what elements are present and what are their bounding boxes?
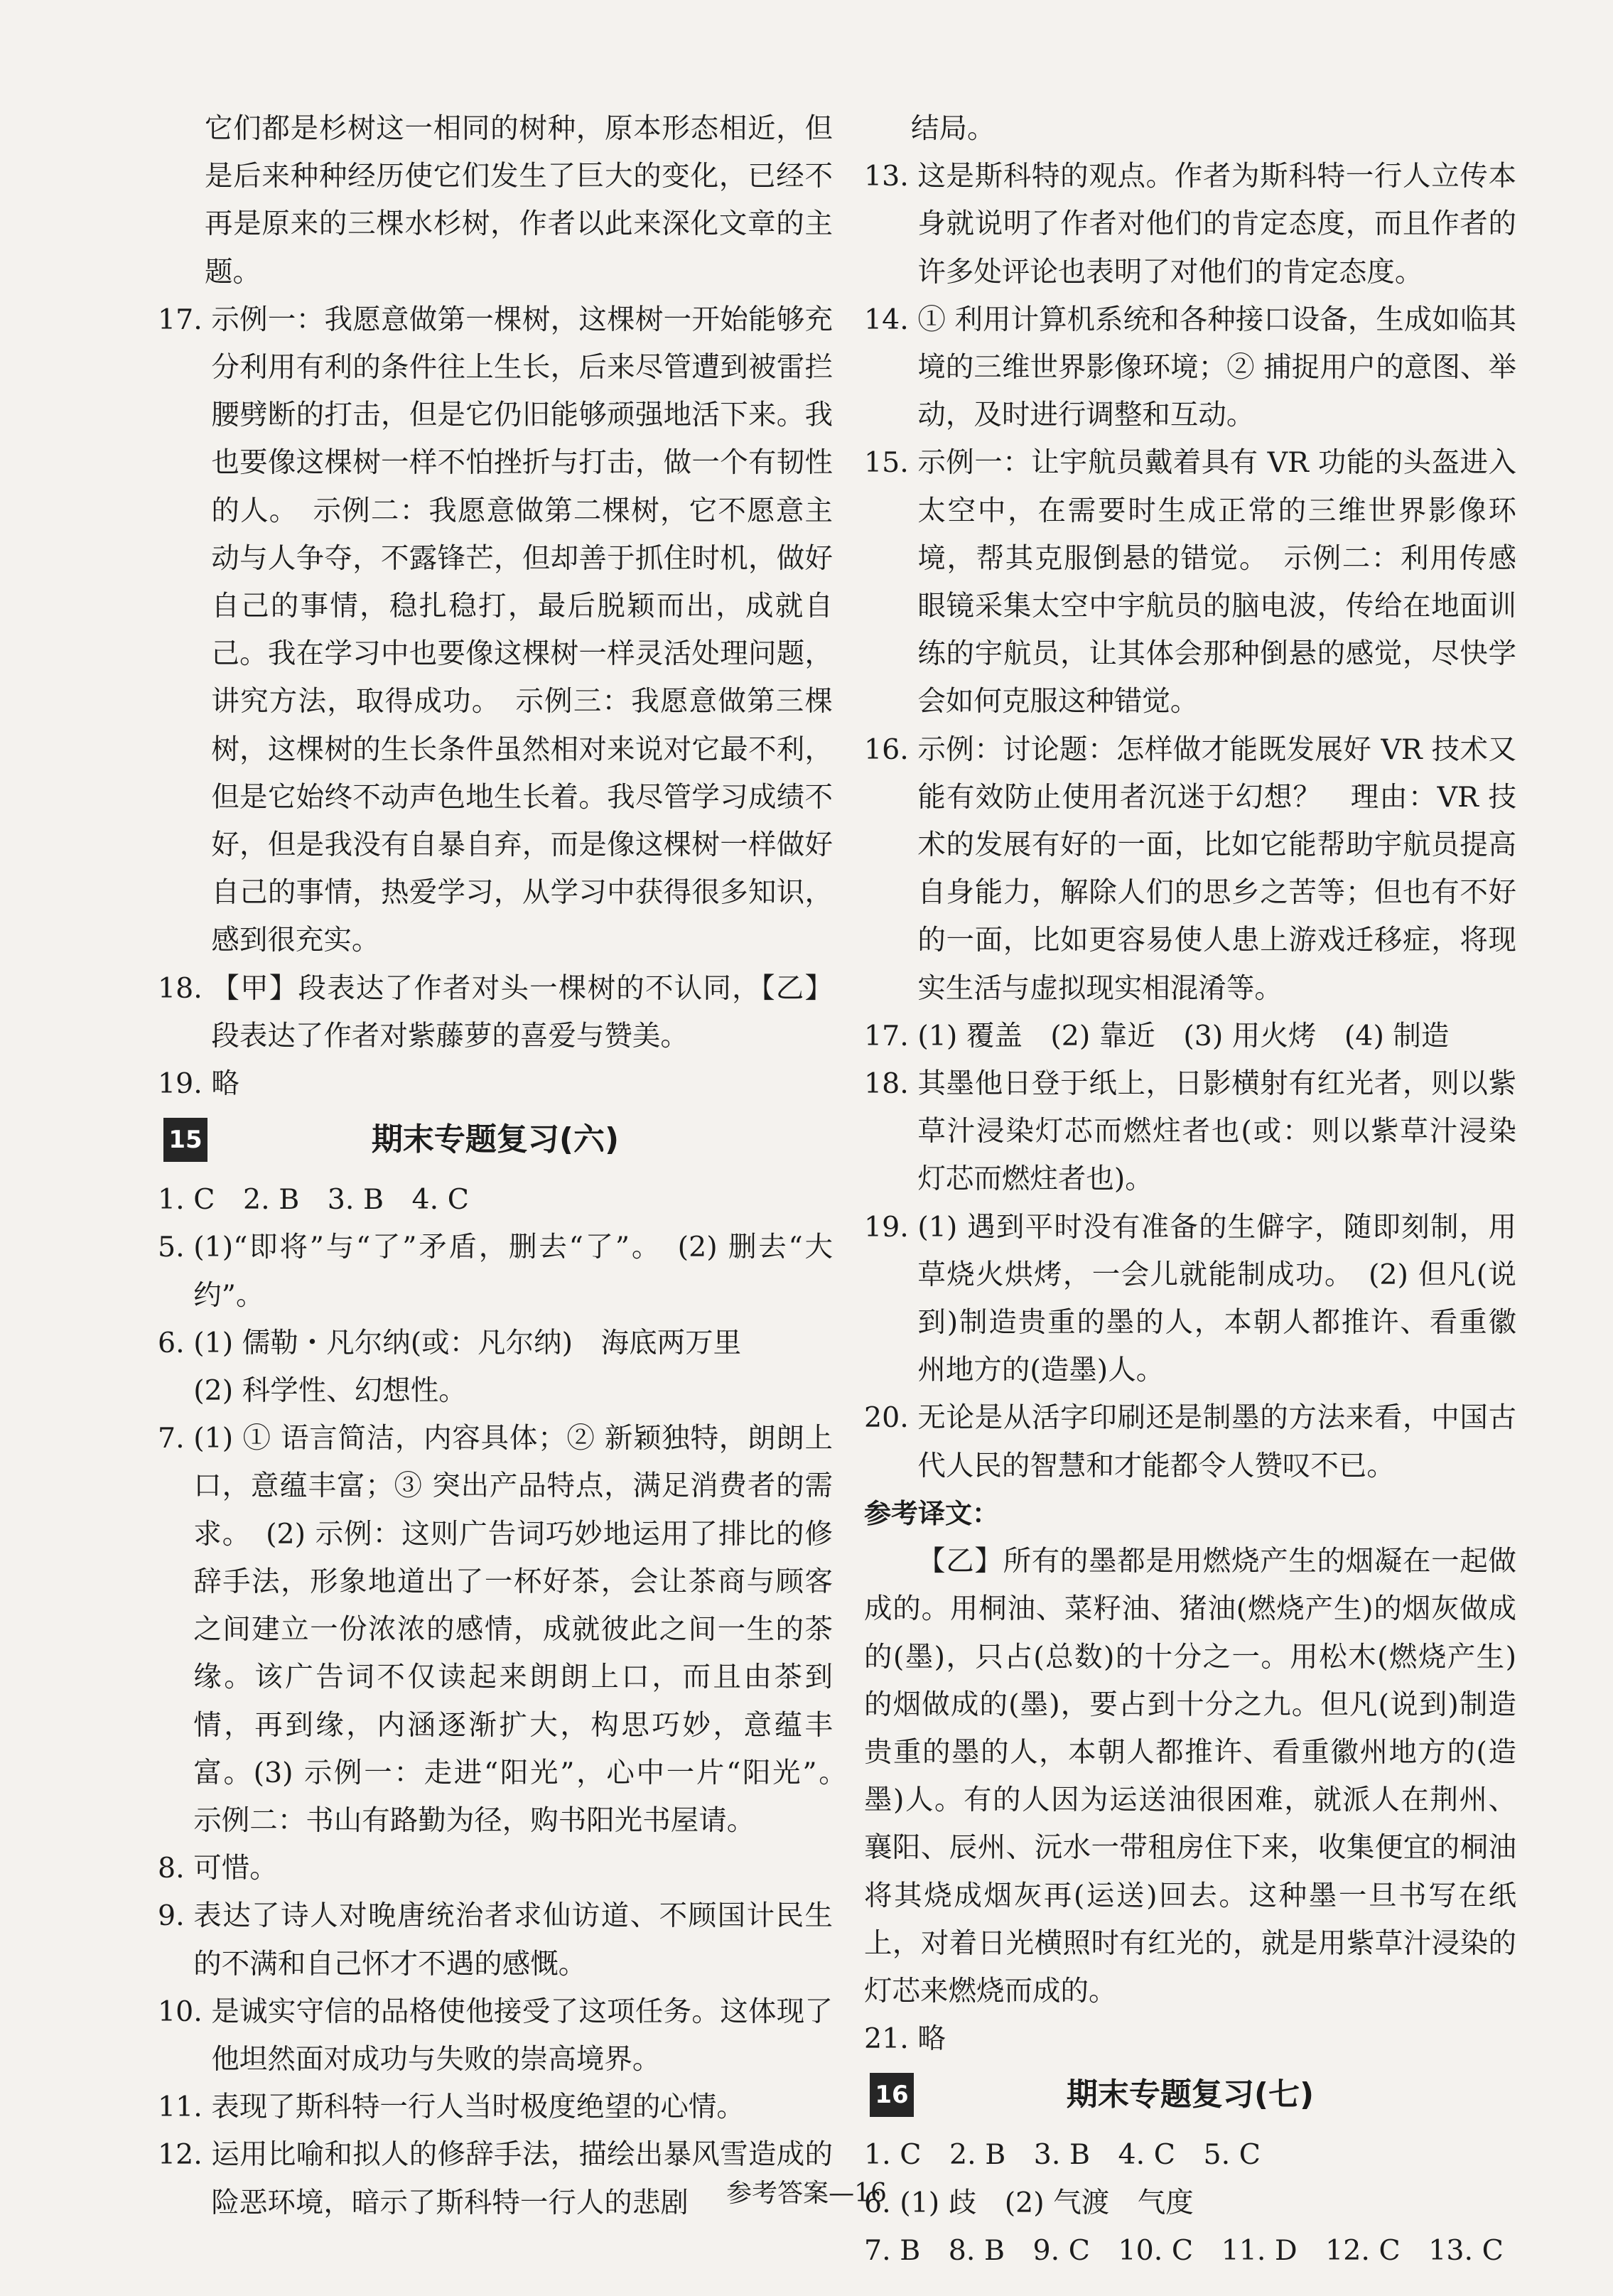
answer-text: 表现了斯科特一行人当时极度绝望的心情。: [211, 2091, 745, 2124]
answer-line-7-13: 7. B 8. B 9. C 10. C 11. D 12. C 13. C: [864, 2233, 1504, 2267]
answer-item-8: [158, 1845, 833, 1892]
item-number: 5.: [158, 1231, 194, 1264]
answer-item-13: [864, 153, 1516, 296]
answer-text: 示例一：我愿意做第一棵树，这棵树一开始能够充分利用有利的条件往上生长，后来尽管遭到被雷拦腰劈断的打击，但是它仍旧能够顽强地活下来。我也要像这棵树一样不怕挫折与打击，做一个有韧性的人。 示例二：我愿意做第二棵树，它不愿意主动与人争夺，不露锋芒，但却善于抓住时机，做好自己的事情，稳扎稳打，最后脱颖而出，成就自己。我在学习中也要像这棵树一样灵活处理问题，讲究方法，取得成功。 示例三：我愿意做第三棵树，这棵树的生长条件虽然相对来说对它最不利，但是它始终不动声色地生长着。我尽管学习成绩不好，但是我没有自暴自弃，而是像这棵树一样做好自己的事情，热爱学习，从学习中获得很多知识，感到很充实。: [211, 303, 833, 957]
answer-text: 示例：讨论题：怎样做才能既发展好 VR 技术又能有效防止使用者沉迷于幻想？ 理由：VR 技术的发展有好的一面，比如它能帮助宇航员提高自身能力，解除人们的思乡之苦等；但也有不好的一面，比如更容易使人患上游戏迁移症，将现实生活与虚拟现实相混淆等。: [917, 733, 1516, 1005]
answer-item-11: [158, 2084, 833, 2131]
right-column: [864, 105, 1516, 2275]
answer-item-7: [158, 1415, 861, 1845]
item-number: 16.: [864, 733, 918, 766]
section-title: 期末专题复习(七): [1066, 2076, 1315, 2113]
left-column: [158, 105, 861, 2227]
item-number: 20.: [864, 1401, 918, 1435]
item-number: 17.: [864, 1019, 918, 1052]
answer-item-9: [158, 1892, 833, 1988]
item-number: 18.: [158, 971, 212, 1005]
item-number: 12.: [158, 2138, 212, 2172]
item-number: 11.: [158, 2091, 212, 2124]
reference-translation-text: 【乙】所有的墨都是用燃烧产生的烟凝在一起做成的。用桐油、菜籽油、猪油(燃烧产生)的烟灰做成的(墨)，只占(总数)的十分之一。用松木(燃烧产生)的烟做成的(墨)，要占到十分之九。但凡(说到)制造贵重的墨的人，本朝人都推许、看重徽州地方的(造墨)人。有的人因为运送油很困难，就派人在荆州、襄阳、辰州、沅水一带租房住下来，收集便宜的桐油将其烧成烟灰再(运送)回去。这种墨一旦书写在纸上，对着日光横照时有红光的，就是用紫草汁浸染的灯芯来燃烧而成的。: [864, 1545, 1516, 2007]
answer-text: (1) 儒勒・凡尔纳(或：凡尔纳) 海底两万里: [193, 1326, 742, 1359]
answer-text: 表达了诗人对晚唐统治者求仙访道、不顾国计民生的不满和自己怀才不遇的感慨。: [193, 1899, 833, 1980]
item-number: 7.: [158, 1422, 194, 1455]
item-number: 14.: [864, 303, 918, 336]
answer-text: ① 利用计算机系统和各种接口设备，生成如临其境的三维世界影像环境；② 捕捉用户的意图、举动，及时进行调整和互动。: [917, 303, 1516, 432]
answer-text: 这是斯科特的观点。作者为斯科特一行人立传本身就说明了作者对他们的肯定态度，而且作者的许多处评论也表明了对他们的肯定态度。: [917, 160, 1516, 289]
answer-continuation: 结局。: [911, 112, 996, 145]
answer-text: (1) 覆盖 (2) 靠近 (3) 用火烤 (4) 制造: [917, 1019, 1450, 1052]
item-number: 21.: [864, 2022, 918, 2056]
section-title: 期末专题复习(六): [371, 1121, 620, 1158]
answer-text: (2) 科学性、幻想性。: [193, 1374, 467, 1408]
answer-item-17: [158, 296, 833, 965]
answer-text: 略: [917, 2022, 946, 2056]
answer-text: (1) 遇到平时没有准备的生僻字，随即刻制，用草烧火烘烤，一会儿就能制成功。 (2) 但凡(说到)制造贵重的墨的人，本朝人都推许、看重徽州地方的(造墨)人。: [917, 1210, 1516, 1387]
answer-text: 【甲】段表达了作者对头一棵树的不认同，【乙】段表达了作者对紫藤萝的喜爱与赞美。: [211, 971, 833, 1052]
answer-item-10: [158, 1988, 833, 2084]
section-header-16: [864, 2067, 1516, 2124]
answer-text: 无论是从活字印刷还是制墨的方法来看，中国古代人民的智慧和才能都令人赞叹不已。: [917, 1401, 1516, 1482]
item-number: 13.: [864, 160, 918, 193]
item-number: 9.: [158, 1899, 194, 1933]
item-number: 19.: [158, 1067, 212, 1101]
answer-text: (1) ① 语言简洁，内容具体；② 新颖独特，朗朗上口，意蕴丰富；③ 突出产品特点，满足消费者的需求。 (2) 示例：这则广告词巧妙地运用了排比的修辞手法，形象地道出了一杯好茶，会让茶商与顾客之间建立一份浓浓的感情，成就彼此之间一生的茶缘。该广告词不仅读起来朗朗上口，而且由茶到情，再到缘，内涵逐渐扩大，构思巧妙，意蕴丰富。(3) 示例一：走进“阳光”，心中一片“阳光”。 示例二：书山有路勤为径，购书阳光书屋请。: [193, 1422, 861, 1837]
section-number-badge: 16: [870, 2073, 914, 2117]
item-number: 15.: [864, 446, 918, 480]
section-number-badge: 15: [163, 1118, 207, 1162]
answer-item-18: [158, 965, 833, 1060]
answer-text: (1)“即将”与“了”矛盾，删去“了”。 (2) 删去“大约”。: [193, 1231, 833, 1312]
answer-item-16: [864, 726, 1516, 1013]
answer-line-1-4: 1. C 2. B 3. B 4. C: [158, 1183, 469, 1217]
answer-text: 略: [211, 1067, 239, 1101]
item-number: 10.: [158, 1995, 212, 2028]
answer-item-18: [864, 1060, 1516, 1204]
item-number: 18.: [864, 1067, 918, 1101]
answer-item-5: [158, 1224, 833, 1319]
answer-item-17: [864, 1013, 1516, 1060]
page-footer: 参考答案—16: [726, 2179, 887, 2208]
answer-line-1-5: 1. C 2. B 3. B 4. C 5. C: [864, 2138, 1261, 2172]
answer-item-19: [864, 1204, 1516, 1395]
answer-line-6: 6. (1) 歧 (2) 气渡 气度: [864, 2186, 1194, 2219]
item-number: 6.: [158, 1326, 194, 1359]
answer-text: 可惜。: [193, 1852, 278, 1885]
answer-text: 运用比喻和拟人的修辞手法，描绘出暴风雪造成的险恶环境，暗示了斯科特一行人的悲剧: [211, 2138, 833, 2219]
section-header-15: [158, 1112, 833, 1169]
answer-continuation: 它们都是杉树这一相同的树种，原本形态相近，但是后来种种经历使它们发生了巨大的变化，已经不再是原来的三棵水杉树，作者以此来深化文章的主题。: [205, 112, 833, 289]
answer-text: 示例一：让宇航员戴着具有 VR 功能的头盔进入太空中，在需要时生成正常的三维世界影像环境，帮其克服倒悬的错觉。 示例二：利用传感眼镜采集太空中宇航员的脑电波，传给在地面训练的宇航员，让其体会那种倒悬的感觉，尽快学会如何克服这种错觉。: [917, 446, 1516, 718]
answer-item-14: [864, 296, 1516, 440]
reference-translation-title: 参考译文：: [864, 1497, 1000, 1529]
answer-item-15: [864, 439, 1516, 726]
item-number: 19.: [864, 1210, 918, 1244]
answer-item-19: [158, 1060, 833, 1108]
answer-item-21: [864, 2015, 1516, 2063]
answer-text: 是诚实守信的品格使他接受了这项任务。这体现了他坦然面对成功与失败的崇高境界。: [211, 1995, 833, 2076]
answer-item-20: [864, 1394, 1516, 1489]
item-number: 17.: [158, 303, 212, 336]
answer-item-6: [158, 1320, 833, 1415]
item-number: 8.: [158, 1852, 194, 1885]
answer-text: 其墨他日登于纸上，日影横射有红光者，则以紫草汁浸染灯芯而燃炷者也(或：则以紫草汁浸染灯芯而燃炷者也)。: [917, 1067, 1516, 1196]
